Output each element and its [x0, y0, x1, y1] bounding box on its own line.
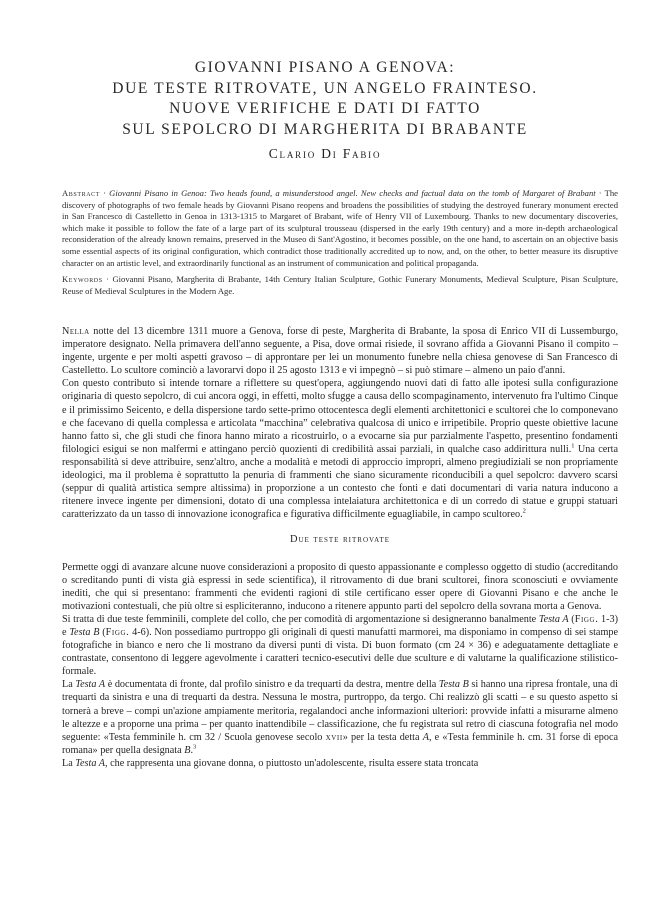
century-numeral: xvii	[325, 731, 343, 743]
figs-label-a[interactable]: Figg.	[574, 613, 599, 625]
abstract-label: Abstract	[62, 188, 101, 198]
intro-lead-word: Nella	[62, 326, 90, 337]
abstract-title: Giovanni Pisano in Genoa: Two heads found, a misunderstood angel. New checks and factual data on the tomb of Margaret of Brabant	[109, 188, 596, 198]
figs-range-a: 1-3	[598, 613, 615, 625]
intro-paragraph-2	[62, 377, 618, 521]
letter-b: B	[184, 744, 191, 756]
figs-label-b[interactable]: Figg.	[105, 626, 130, 638]
section-p2-and: ) e	[62, 613, 618, 638]
section-p3-a: La	[62, 679, 76, 691]
section-p3-c: si hanno una ripresa frontale, una di trequarti da sinistra e una di trequarti da destra. Nessuna le mostra, purtroppo, da tergo. Chi realizzò gli scatti – e su questo aspetto si tornerà a breve – compì un'azione ampiamente meritoria, regalandoci anche informazioni ulteriori: provvide infatti a misurarne almeno le altezze e a proporne una prima – per quanto inattendibile – classificazione, che fu registrata sul retro di ciascuna fotografia nel modo seguente: «Testa femminile h. cm 32 / Scuola genovese secolo	[62, 679, 618, 743]
section-p3-d: » per la testa detta	[342, 731, 423, 743]
intro-p2-text-a: Con questo contributo si intende tornare a riflettere su quest'opera, aggiungendo nuovi dati di fatto alle ipotesi sulla configurazione originaria di questo sepolcro, di cui ancora oggi, in effetti, molto sfugge a causa dello scompaginamento, intervenuto fra l'ultimo Cinque e il primissimo Seicento, e della dispersione tardo sette-primo ottocentesca degli elementi architettonici e scultorei che lo componevano e che facevano di quella complessa e articolata “macchina” celebrativa qualcosa di unico e irripetibile. Proprio queste obiettive lacune hanno fatto sì, che gli studi che finora hanno mirato a ricostruirlo, o a evocarne sia pur parzialmente l'aspetto, presentino fondamenti filologici esigui se non malfermi e attingano perciò quozienti di credibilità assai parziali, in qualche caso addirittura nulli.	[62, 378, 618, 455]
article-title-line-1: GIOVANNI PISANO A GENOVA:	[194, 59, 456, 76]
letter-a: A	[422, 731, 429, 743]
article-title-block	[40, 58, 610, 162]
section-paragraph-3: La Testa A è documentata di fronte, dal profilo sinistro e da trequarti da destra, mentre della Testa B si hanno una ripresa frontale, una di trequarti da sinistra e una di trequarti da destra. Nessuna le mostra, purtroppo, da tergo. Chi realizzò gli scatti – e su questo aspetto si tornerà a breve – compì un'azione ampiamente meritoria, regalandoci anche informazioni ulteriori: provvide infatti a misurarne almeno le altezze e a proporne una prima – per quanto inattendibile – classificazione, che fu registrata sul retro di ciascuna fotografia nel modo seguente: «Testa femminile h. cm 32 / Scuola genovese secolo xvii» per la testa detta A, e «Testa femminile h. cm. 31 forse di epoca romana» per quella designata B.$^3$	[62, 679, 619, 756]
intro-paragraph-1	[62, 325, 618, 377]
section-p2-text-b: ). Non possediamo purtroppo gli originali di questi manufatti marmorei, ma disponiamo in compenso di sei stampe fotografiche in bianco e nero che li mostrano da diversi punti di vista. Di buon formato (cm 24 × 36) e adeguatamente dettagliate e contrastate, consentono di leggere agevolmente i caratteri tecnico-esecutivi delle due sculture e di valutarne la qualificazione stilistico-formale.	[62, 626, 618, 678]
section-heading: Due teste ritrovate	[289, 534, 390, 546]
keywords-text: Giovanni Pisano, Margherita di Brabante, 14th Century Italian Sculpture, Gothic Funerary Monuments, Medieval Sculpture, Pisan Sculpture, Reuse of Medieval Sculptures in the Modern Age.	[62, 274, 618, 296]
section-p4-a: La	[62, 757, 76, 769]
abstract	[62, 188, 618, 297]
abstract-separator-2: ·	[595, 188, 605, 198]
keywords-label: Keywords	[62, 274, 103, 285]
keywords	[62, 274, 618, 297]
abstract-separator: ·	[100, 188, 110, 198]
keywords-separator: ·	[102, 274, 113, 285]
testa-a-label-2: Testa A	[75, 679, 106, 691]
article-body	[62, 325, 618, 770]
section-paragraph-1: Permette oggi di avanzare alcune nuove considerazioni a proposito di questo appassionante e complesso oggetto di studio (accreditando o screditando punti di vista già espressi in sede scientifica), il ritrovamento di due brani scultorei, finora sconosciuti e ovviamente inediti, che qui si presentano: frammenti che evidenti ragioni di stile certificano esser opere di Giovanni Pisano e che anche le motivazioni contestuali, che più oltre si espliciteranno, inducono a ritenere appunto parti del sepolcro della sovrana morta a Genova.	[62, 561, 618, 612]
figs-range-b: 4-6	[129, 626, 146, 638]
article-title-line-2: DUE TESTE RITROVATE, UN ANGELO FRAINTESO.	[112, 79, 538, 97]
footnote-ref-2[interactable]: 2	[522, 507, 526, 515]
section-paragraph-4	[62, 757, 618, 770]
footnote-ref-1[interactable]: 1	[571, 442, 575, 450]
footnote-ref-3[interactable]: 3	[192, 743, 197, 751]
testa-a-label-3: Testa A	[75, 757, 106, 769]
section-p2-text-a: Si tratta di due teste femminili, complete del collo, che per comodità di argomentazione si designeranno banalmente	[62, 613, 539, 625]
section-paragraph-2: Si tratta di due teste femminili, complete del collo, che per comodità di argomentazione si designeranno banalmente Testa A (Figg. 1-3) e Testa B (Figg. 4-6). Non possediamo purtroppo gli originali di questi manufatti marmorei, ma disponiamo in compenso di sei stampe fotografiche in bianco e nero che li mostrano da diversi punti di vista. Di buon formato (cm 24 × 36) e adeguatamente dettagliate e contrastate, consentono di leggere agevolmente i caratteri tecnico-esecutivi delle due sculture e di valutarne la qualificazione stilistico-formale.	[62, 613, 618, 678]
abstract-text: The discovery of photographs of two female heads by Giovanni Pisano reopens and broadens the possibilities of studying the destroyed funerary monument erected in San Francesco di Castelletto in Genoa in 1313-1315 to Margaret of Brabant, wife of Henry VII of Luxembourg. Thanks to new documentary discoveries, which make it possible to follow the fate of a large part of its sculptural trousseau (dispersed in the early 19th century) and a more in-depth archaeological reconsideration of the already known remains, preserved in the Museo di Sant'Agostino, it becomes possible, on the one hand, to ascertain on an objective basis some essential aspects of its original configuration, which contradict those traditionally accredited up to now, and, on the other, to better measure its disruptive character on an artistic level, and extraordinarily functional as an instrument of communication and political propaganda.	[62, 188, 618, 268]
intro-p1-text: notte del 13 dicembre 1311 muore a Genova, forse di peste, Margherita di Brabante, la sposa di Enrico VII di Lussemburgo, imperatore designato. Nella primavera dell'anno seguente, a Pisa, dove ormai risiede, il sovrano affida a Giovanni Pisano il compito – ingente, urgente e per molti aspetti gravoso – di approntare per lei un monumento funebre nella chiesa genovese di San Francesco di Castelletto. Lo scultore cominciò a lavorarvi dopo il 25 agosto 1313 e vi impegnò – si può stimare – almeno un paio d'anni.	[62, 326, 618, 377]
section-p4-b: , che rappresenta una giovane donna, o piuttosto un'adolescente, risulta essere stata troncata	[105, 757, 479, 769]
testa-a-label: Testa A	[538, 613, 569, 625]
section-p3-e: , e «Testa femminile h. cm. 31 forse di epoca romana» per quella designata	[62, 731, 619, 756]
intro-p2-text-b: Una certa responsabilità si deve attribuire, senz'altro, anche a modalità e metodi di approccio impropri, almeno pregiudiziali se non propriamente ideologici, ma il problema è soprattutto la penuria di frammenti che siano sicuramente riconducibili a quel sepolcro: davvero scarsi (seppur di qualità artistica sempre altissima) in proporzione a un contesto che fonti e dati documentari di varia natura inducono a ritenere invece ingente per dimensioni, dotato di una complessa intelaiatura architettonica e di un corredo di statue e gruppi statuari caratterizzato da un tasso di innovazione iconografica e figurativa difficilmente eguagliabile, in campo scultoreo.	[62, 443, 618, 521]
section-p3-b: è documentata di fronte, dal profilo sinistro e da trequarti da destra, mentre della	[105, 679, 439, 691]
testa-b-label-2: Testa B	[438, 679, 469, 691]
article-title-line-4: SUL SEPOLCRO DI MARGHERITA DI BRABANTE	[122, 120, 528, 138]
article-title-line-3: NUOVE VERIFICHE E DATI DI FATTO	[169, 100, 481, 117]
testa-b-label: Testa B	[69, 626, 100, 638]
author-name: Clario Di Fabio	[268, 146, 382, 161]
